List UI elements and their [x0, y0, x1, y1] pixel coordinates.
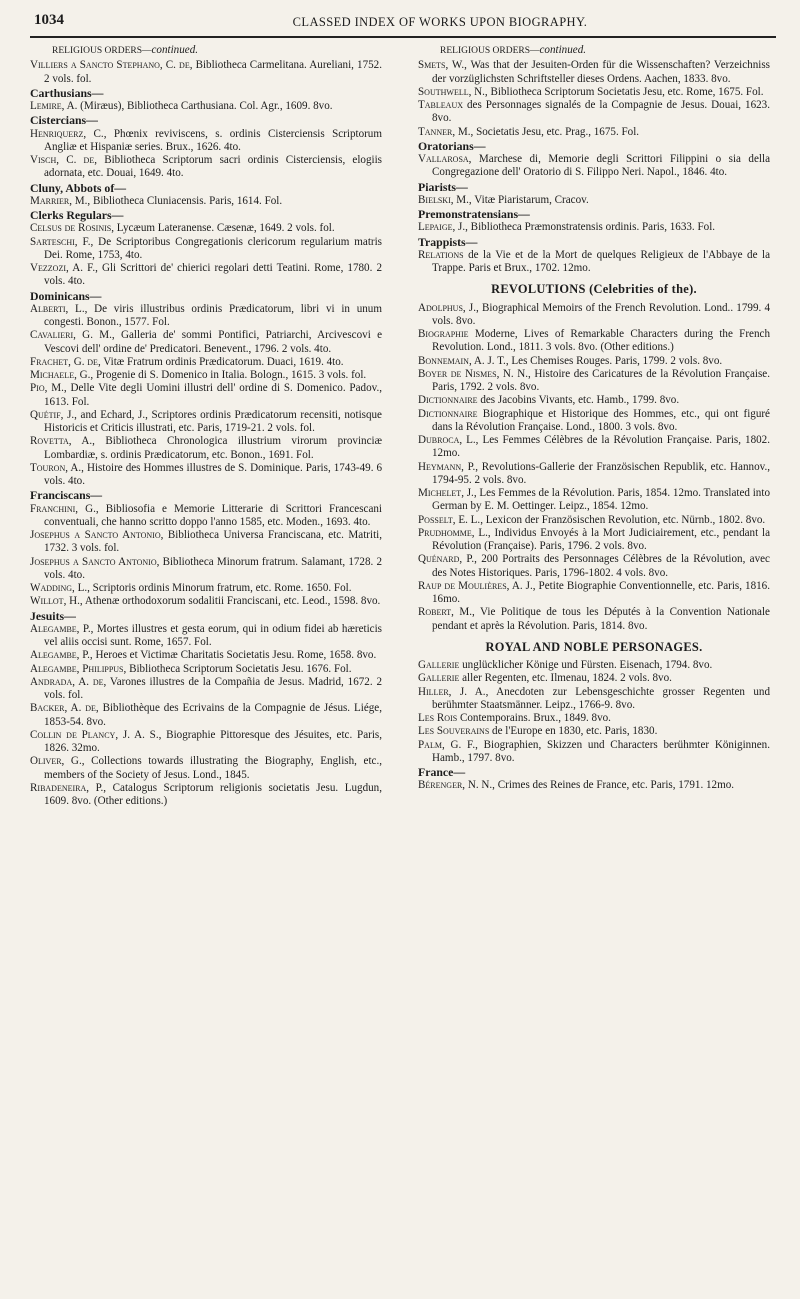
bibliography-entry — [418, 368, 770, 395]
entry-author: Celsus de Rosinis, — [30, 222, 115, 235]
right-column — [418, 44, 770, 793]
bibliography-entry — [30, 100, 382, 113]
entry-details: Les Femmes de la Révolution. Paris, 1854. 12mo. Translated into German by E. M. Oettinger. Leipz., 1854. 12mo. — [432, 487, 770, 513]
entry-details: Les Chemises Rouges. Paris, 1799. 2 vols. 8vo. — [508, 354, 723, 367]
entry-details: Bibliotheca Minorum fratrum. Salamant, 1728. 2 vols. 4to. — [44, 555, 383, 581]
entry-details: Bibliotheca Scriptorum Societatis Jesu. 1676. Fol. — [126, 662, 352, 675]
entry-author: Smets, W., — [418, 59, 467, 72]
entry-details: Bibliotheca Præmonstratensis ordinis. Paris, 1633. Fol. — [467, 221, 716, 234]
bibliography-entry — [30, 729, 382, 756]
entry-details: Societatis Jesu, etc. Prag., 1675. Fol. — [473, 125, 640, 138]
entry-author: Gallerie — [418, 672, 460, 685]
entry-details: De Scriptoribus Congregationis clericorum regularium matris Dei. Rome, 1753, 4to. — [44, 235, 382, 261]
bibliography-entry — [418, 461, 770, 488]
bibliography-entry — [418, 59, 770, 86]
section-heading: Piarists— — [418, 179, 468, 194]
bibliography-entry — [418, 686, 770, 713]
entry-details: Histoire des Caricatures de la Révolution Française. Paris, 1792. 2 vols. 8vo. — [432, 367, 770, 393]
bibliography-entry — [418, 606, 770, 633]
entry-author: Tableaux — [418, 99, 463, 111]
entry-author: Pio, M., — [30, 382, 67, 395]
bibliography-entry — [30, 595, 382, 608]
entry-author: Quétif, J., — [30, 408, 77, 421]
entry-details: Delle Vite degli Uomini illustri dell' ordine di S. Domenico. Padov., 1613. Fol. — [44, 382, 382, 408]
entry-author: Biographie — [418, 328, 469, 340]
entry-details: (Miræus), Bibliotheca Carthusiana. Col. Agr., 1609. 8vo. — [77, 100, 333, 112]
bibliography-entry — [30, 755, 382, 782]
bibliography-entry — [418, 779, 770, 792]
bibliography-entry — [418, 153, 770, 180]
bibliography-entry — [418, 514, 770, 527]
bibliography-entry — [30, 303, 382, 330]
bibliography-entry — [30, 128, 382, 155]
entry-details: Bibliothèque des Ecrivains de la Compagnie de Jésus. Liége, 1853-54. 8vo. — [44, 702, 382, 728]
left-entries — [30, 59, 382, 808]
entry-author: Villiers a Sancto Stephano, C. de, — [30, 59, 193, 72]
entry-author: Cavalieri, G. M., — [30, 329, 115, 342]
entry-author: Josephus a Sancto Antonio, — [30, 555, 160, 568]
entry-details: Scriptoris ordinis Minorum fratrum, etc. Rome. 1650. Fol. — [89, 582, 352, 594]
entry-author: Alberti, L., — [30, 302, 88, 315]
bibliography-entry — [30, 676, 382, 703]
entry-details: Revolutions-Gallerie der Französischen Republik, etc. Hannov., 1794-95. 2 vols. 8vo. — [432, 460, 770, 486]
entry-author: Gallerie — [418, 659, 460, 671]
bibliography-entry — [418, 302, 770, 329]
bibliography-entry — [418, 725, 770, 738]
entry-details: des Jacobins Vivants, etc. Hamb., 1799. 8vo. — [477, 394, 680, 407]
entry-details: Vie Politique de tous les Députés à la Convention Nationale pendant et après la Révolution. Paris, 1814. 8vo. — [432, 606, 770, 632]
entry-author: Rovetta, A., — [30, 435, 95, 448]
bibliography-entry — [30, 663, 382, 676]
bibliography-entry — [30, 222, 382, 235]
page-number: 1034 — [34, 12, 64, 28]
entry-author: Tanner, M., — [418, 125, 474, 138]
entry-author: Vezzozi, A. F., — [30, 262, 98, 274]
entry-author: Michaele, G., — [30, 369, 94, 381]
entry-details: Biographie Pittoresque des Jésuites, etc. Paris, 1826. 32mo. — [44, 728, 382, 754]
entry-details: De viris illustribus ordinis Prædicatorum, libri vi in unum congesti. Bonon., 1577. Fol. — [44, 302, 382, 328]
entry-details: Athenæ orthodoxorum sodalitii Franciscani, etc. Leod., 1598. 8vo. — [82, 595, 381, 608]
entry-details: unglücklicher Könige und Fürsten. Eisenach, 1794. 8vo. — [459, 659, 713, 671]
entry-author: Wadding, L., — [30, 582, 90, 594]
bibliography-entry — [418, 194, 770, 207]
entry-author: Bérenger, N. N., — [418, 779, 495, 792]
entry-details: Vitæ Piaristarum, Cracov. — [471, 193, 589, 206]
entry-details: Crimes des Reines de France, etc. Paris, 1791. 12mo. — [494, 779, 735, 792]
entry-details: Vitæ Fratrum ordinis Prædicatorum. Duaci, 1619. 4to. — [100, 355, 344, 368]
entry-details: Moderne, Lives of Remarkable Characters during the French Revolution. Lond., 1811. 3 vols. 8vo. (Other editions.) — [432, 328, 770, 354]
bibliography-entry — [418, 553, 770, 580]
entry-details: Petite Biographie Conventionnelle, etc. Paris, 1816. 16mo. — [432, 579, 770, 605]
section-heading: Oratorians— — [418, 138, 486, 153]
entry-details: Anecdoten zur Lebensgeschichte grosser Regenten und berühmter Staatsmänner. Leipz., 1766-9. 8vo. — [432, 685, 770, 711]
entry-details: Bibliotheca Chronologica illustrium virorum provinciæ Lombardiæ, s. ordinis Prædicatorum, etc. Bonon., 1691. Fol. — [44, 435, 382, 461]
bibliography-entry — [30, 369, 382, 382]
entry-details: Contemporains. Brux., 1849. 8vo. — [457, 712, 611, 724]
bibliography-entry — [418, 394, 770, 407]
bibliography-entry — [418, 86, 770, 99]
entry-author: Franchini, G., — [30, 502, 99, 515]
entry-author: Frachet, G. de, — [30, 355, 101, 368]
entry-details: Galleria de' sommi Pontifici, Patriarchi, Arcivescovi e Vescovi dell' ordine de' Predicatori. Benevent., 1796. 2 vols. 4to. — [44, 329, 382, 355]
bibliography-entry — [30, 582, 382, 595]
bibliography-entry — [418, 672, 770, 685]
entry-author: Les Rois — [418, 712, 458, 724]
entry-details: Bibliotheca Universa Franciscana, etc. Matriti, 1732. 3 vols. fol. — [44, 529, 383, 555]
entry-details: Marchese di, Memorie degli Scrittori Filippini o sia della Congregazione dell' Oratorio di S. Filippo Neri. Napol., 1846. 4to. — [432, 153, 770, 179]
entry-author: Prudhomme, L., — [418, 526, 491, 539]
entry-author: Collin de Plancy, J. A. S., — [30, 728, 162, 741]
bibliography-entry — [30, 409, 382, 436]
bibliography-entry — [30, 556, 382, 583]
entry-author: Backer, A. de, — [30, 702, 99, 715]
entry-author: Dubroca, L., — [418, 434, 479, 446]
entry-details: Individus Envoyés à la Mort Judiciairement, etc., pendant la Révolution (Française). Paris, 1796. 2 vols. 8vo. — [432, 526, 770, 552]
entry-details: de l'Europe en 1830, etc. Paris, 1830. — [489, 725, 658, 738]
bibliography-entry — [30, 649, 382, 662]
entry-author: Bielski, M., — [418, 193, 472, 206]
entry-author: Lemire, A. — [30, 100, 78, 112]
section-heading: Cluny, Abbots of— — [30, 180, 127, 195]
running-title: CLASSED INDEX OF WORKS UPON BIOGRAPHY. — [292, 15, 588, 29]
bibliography-entry — [30, 462, 382, 489]
section-heading: Trappists— — [418, 234, 478, 249]
left-column — [30, 44, 382, 808]
entry-author: Dictionnaire — [418, 407, 478, 420]
bibliography-entry — [418, 487, 770, 514]
bibliography-entry — [30, 623, 382, 650]
entry-author: Adolphus, J., — [418, 301, 479, 314]
entry-author: Alegambe, P., — [30, 649, 93, 662]
entry-details: Lycæum Lateranense. Cæsenæ, 1649. 2 vols. fol. — [114, 222, 335, 235]
entry-details: Heroes et Victimæ Charitatis Societatis Jesu. Rome, 1658. 8vo. — [92, 649, 377, 662]
continuation-heading: RELIGIOUS ORDERS—continued. — [52, 44, 199, 56]
entry-details: Lexicon der Französischen Revolution, etc. Nürnb., 1802. 8vo. — [482, 513, 766, 526]
entry-author: Touron, A., — [30, 461, 84, 474]
entry-details: Progenie di S. Domenico in Italia. Bologn., 1615. 3 vols. fol. — [93, 369, 367, 381]
entry-author: Sarteschi, F., — [30, 235, 94, 248]
bibliography-entry — [30, 782, 382, 809]
entry-author: Josephus a Sancto Antonio, — [30, 529, 164, 541]
entry-author: Henriquerz, C., — [30, 127, 107, 140]
entry-details: Gli Scrittori de' chierici regolari detti Teatini. Rome, 1780. 2 vols. 4to. — [44, 262, 382, 288]
entry-details: 200 Portraits des Personnages Célèbres de la Révolution, avec des Notes Historiques. Paris, 1796-1802. 4 vols. 8vo. — [432, 553, 770, 579]
entry-details: Histoire des Hommes illustres de S. Dominique. Paris, 1743-49. 6 vols. 4to. — [44, 461, 383, 487]
right-entries — [418, 59, 770, 792]
entry-author: Vallarosa, — [418, 153, 472, 165]
section-heading: Carthusians— — [30, 85, 104, 100]
entry-details: des Personnages signalés de la Compagnie de Jesus. Douai, 1623. 8vo. — [432, 99, 770, 125]
entry-author: Boyer de Nismes, N. N., — [418, 367, 531, 380]
bibliography-entry — [30, 435, 382, 462]
entry-author: Oliver, G., — [30, 755, 85, 768]
bibliography-entry — [418, 712, 770, 725]
entry-author: Visch, C. de, — [30, 154, 97, 166]
bibliography-entry — [30, 329, 382, 356]
entry-author: Palm, G. F., — [418, 738, 478, 751]
entry-author: Quénard, P., — [418, 553, 477, 566]
entry-details: de la Vie et de la Mort de quelques Religieux de l'Abbaye de la Trappe. Paris et Brux., 1702. 12mo. — [432, 248, 770, 274]
entry-author: Marrier, M., — [30, 194, 91, 207]
entry-author: Bonnemain, A. J. T., — [418, 354, 509, 367]
header-rule — [30, 36, 776, 38]
bibliography-entry — [418, 328, 770, 355]
bibliography-entry — [418, 221, 770, 234]
entry-details: Biographical Memoirs of the French Revolution. Lond.. 1799. 4 vols. 8vo. — [432, 301, 771, 327]
bibliography-entry — [30, 262, 382, 289]
entry-details: Bibliotheca Scriptorum sacri ordinis Cisterciensis, elogiis adornata, etc. Douai, 1649. 4to. — [44, 154, 382, 180]
entry-author: Alegambe, Philippus, — [30, 662, 127, 675]
bibliography-entry — [418, 126, 770, 139]
bibliography-entry — [418, 580, 770, 607]
section-heading: Franciscans— — [30, 488, 103, 503]
section-heading: Jesuits— — [30, 608, 76, 623]
section-heading: France— — [418, 765, 466, 779]
bibliography-entry — [418, 527, 770, 554]
entry-details: Catalogus Scriptorum religionis societatis Jesu. Lugdun, 1609. 8vo. (Other editions.) — [44, 781, 382, 807]
entry-author: Les Souverains — [418, 725, 490, 738]
bibliography-entry — [30, 59, 382, 86]
entry-details: Biographien, Skizzen und Characters berühmter Königinnen. Hamb., 1797. 8vo. — [432, 738, 771, 764]
entry-author: Southwell, N., — [418, 85, 488, 98]
bibliography-entry — [30, 356, 382, 369]
entry-details: Collections towards illustrating the Biography, English, etc., members of the Society of Jesus. Lond., 1845. — [44, 755, 382, 781]
entry-details: Mortes illustres et gesta eorum, qui in odium fidei ab hæreticis vel aliis occisi sunt. Rome, 1657. Fol. — [44, 622, 382, 648]
bibliography-entry — [418, 249, 770, 276]
entry-author: Robert, M., — [418, 606, 475, 619]
entry-author: Hiller, J. A., — [418, 685, 489, 698]
bibliography-entry — [418, 99, 770, 126]
entry-details: Varones illustres de la Compañia de Jesus. Madrid, 1672. 2 vols. fol. — [44, 675, 382, 701]
entry-details: Les Femmes Célèbres de la Révolution Française. Paris, 1802. 12mo. — [432, 434, 770, 460]
bibliography-entry — [418, 408, 770, 435]
entry-author: Willot, H., — [30, 595, 83, 608]
continuation-heading: RELIGIOUS ORDERS—continued. — [440, 44, 587, 56]
bibliography-entry — [418, 434, 770, 461]
entry-details: Bibliotheca Carmelitana. Aureliani, 1752. 2 vols. fol. — [44, 59, 382, 85]
entry-author: Posselt, E. L., — [418, 513, 483, 526]
section-heading: Cistercians— — [30, 113, 98, 128]
bibliography-entry — [418, 659, 770, 672]
subject-heading: ROYAL AND NOBLE PERSONAGES. — [485, 639, 703, 654]
section-heading: Clerks Regulars— — [30, 208, 124, 222]
bibliography-entry — [30, 702, 382, 729]
entry-details: and Echard, J., Scriptores ordinis Prædicatorum recensiti, notisque Historicis et Criticis illustrati, etc. Paris, 1719-21. 2 vols. fol. — [44, 408, 382, 434]
section-heading: Premonstratensians— — [418, 207, 530, 221]
bibliography-entry — [30, 195, 382, 208]
entry-author: Ribadeneira, P., — [30, 781, 107, 794]
entry-details: Was that der Jesuiten-Orden für die Wissenschaften? Verzeichniss der vorzüglichsten Schriftsteller dieses Ordens. Aachen, 1833. 8vo. — [432, 59, 770, 85]
bibliography-entry — [30, 236, 382, 263]
entry-details: aller Regenten, etc. Ilmenau, 1824. 2 vols. 8vo. — [459, 672, 672, 685]
entry-details: Bibliotheca Scriptorum Societatis Jesu, etc. Rome, 1675. Fol. — [487, 85, 764, 98]
section-heading: Dominicans— — [30, 288, 102, 303]
entry-details: Bibliotheca Cluniacensis. Paris, 1614. Fol. — [90, 194, 283, 207]
entry-author: Dictionnaire — [418, 394, 478, 407]
bibliography-entry — [30, 529, 382, 556]
entry-details: Biographique et Historique des Hommes, etc., qui ont figuré dans la Révolution Française. Lond., 1800. 3 vols. 8vo. — [432, 407, 770, 433]
bibliography-entry — [30, 382, 382, 409]
entry-author: Michelet, J., — [418, 487, 477, 499]
bibliography-entry — [30, 154, 382, 181]
entry-author: Andrada, A. de, — [30, 675, 107, 688]
entry-author: Raup de Moulières, A. J., — [418, 579, 536, 592]
entry-author: Heymann, P., — [418, 460, 479, 473]
entry-details: Phœnix reviviscens, s. ordinis Cisterciensis Scriptorum Angliæ et Hispaniæ series. Brux., 1626. 4to. — [44, 127, 382, 153]
entry-author: Lepaige, J., — [418, 221, 468, 234]
bibliography-entry — [30, 503, 382, 530]
bibliography-entry — [418, 355, 770, 368]
entry-details: Bibliosofia e Memorie Litterarie di Scrittori Francescani conventuali, che hanno scritto doppo l'anno 1585, etc. Moden., 1693. 4to. — [44, 502, 382, 528]
bibliography-entry — [418, 739, 770, 766]
subject-heading: REVOLUTIONS (Celebrities of the). — [491, 282, 697, 297]
entry-author: Relations — [418, 248, 464, 261]
entry-author: Alegambe, P., — [30, 622, 94, 635]
